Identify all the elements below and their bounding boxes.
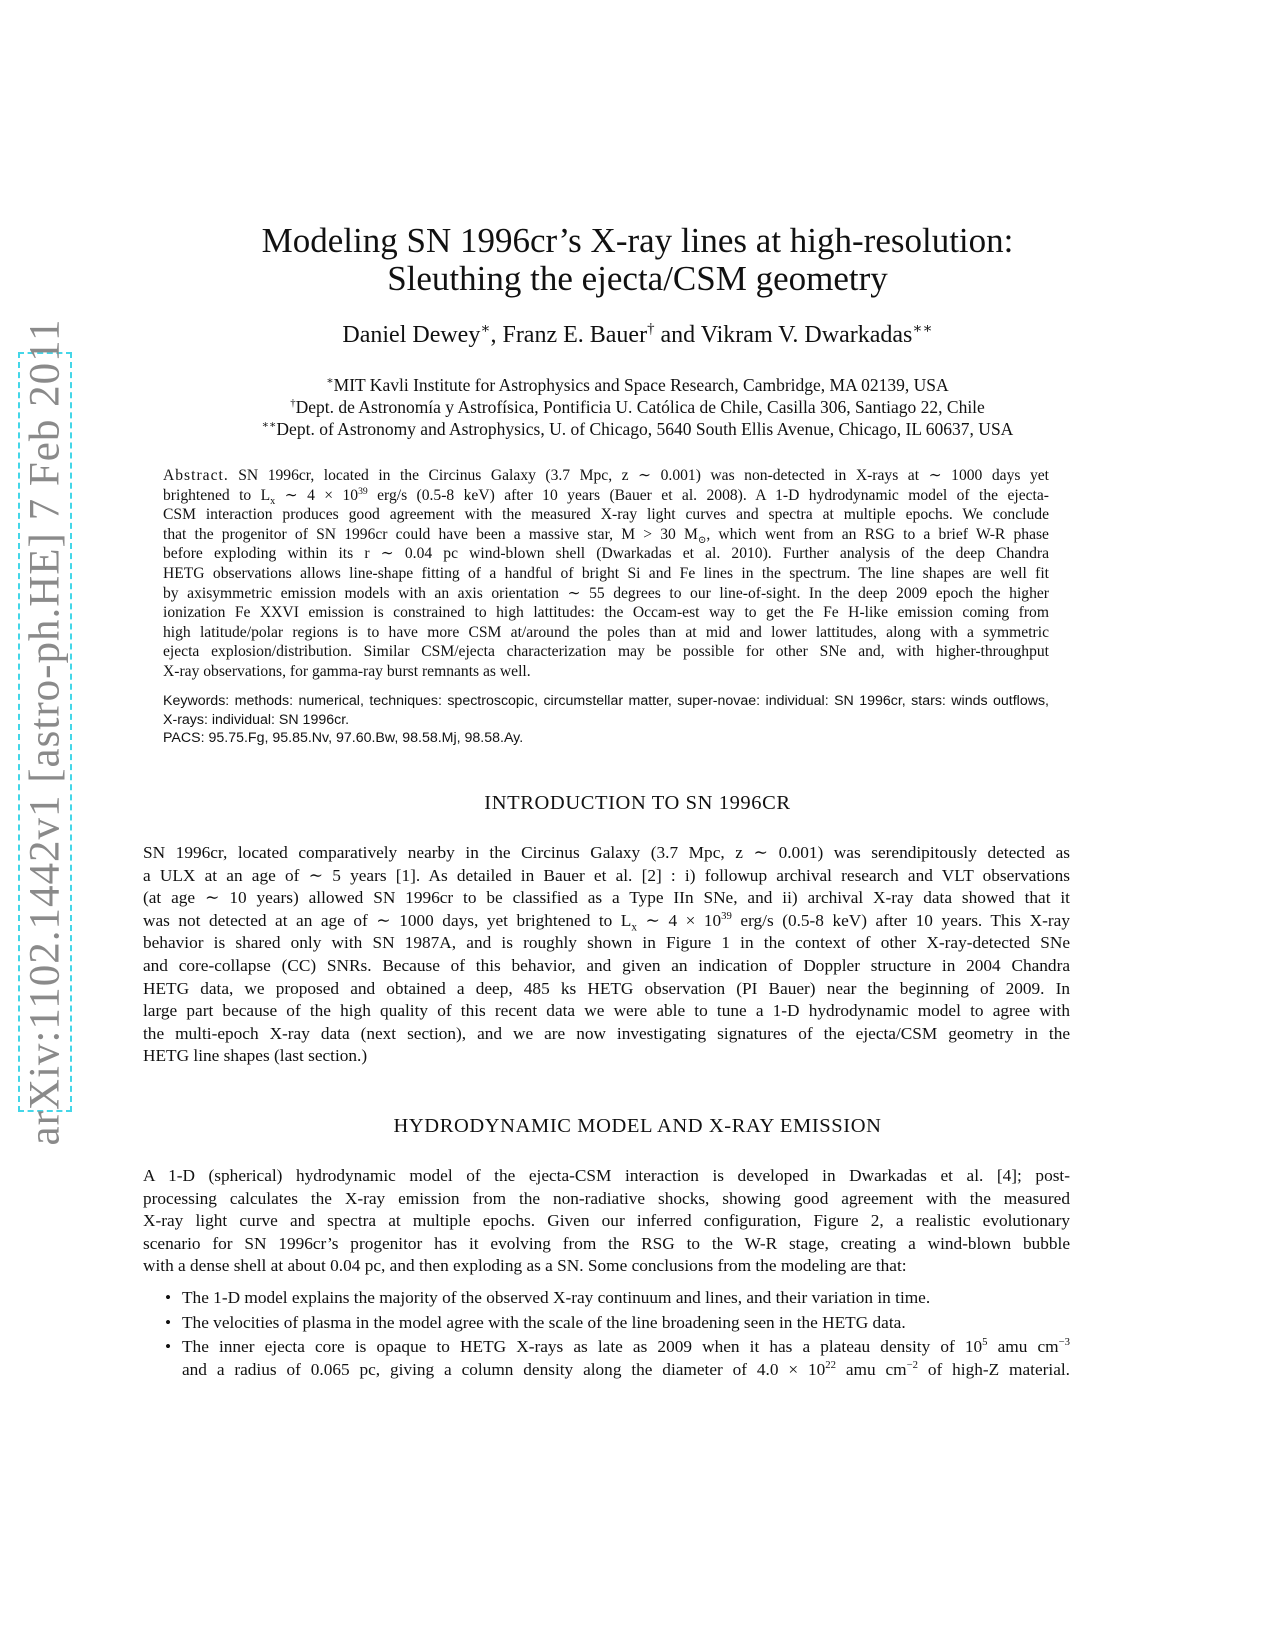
keywords-label: Keywords:: [163, 693, 230, 709]
paragraph-line: processing calculates the X-ray emission from the non-radiative shocks, showing good agreement with the measured: [143, 1188, 1070, 1208]
arxiv-stamp: [18, 318, 72, 1146]
paragraph-line: A 1-D (spherical) hydrodynamic model of the ejecta-CSM interaction is developed in Dwarkadas et al. [4]; post-: [143, 1166, 1070, 1185]
arxiv-identifier: arXiv:1102.1442v1 [astro-ph.HE] 7 Feb 2011: [21, 318, 69, 1146]
pacs-line: PACS: 95.75.Fg, 95.85.Nv, 97.60.Bw, 98.58.Mj, 98.58.Ay.: [163, 730, 524, 746]
abstract-line: brightened to $L_x$ ∼ $4 \times 10^{39}$ erg/s (0.5-8 keV) after 10 years (Bauer et al. 2008). A 1-D hydrodynamic model of the ejecta-: [163, 485, 1049, 507]
abstract-line: that the progenitor of SN 1996cr could have been a massive star, M > 30 $M_⊙$, which went from an RSG to a brief W-R phase: [163, 525, 1049, 546]
section-heading-hydrodynamic-model: HYDRODYNAMIC MODEL AND X-RAY EMISSION: [393, 1115, 882, 1137]
paragraph-line: a ULX at an age of ∼ 5 years [1]. As detailed in Bauer et al. [2] : i) followup archival research and VLT observations: [143, 865, 1070, 885]
author-name: Daniel Dewey: [342, 322, 481, 348]
affiliation-mark: ∗∗: [261, 419, 277, 432]
list-item: • The inner ejecta core is opaque to HETG X-rays as late as 2009 when it has a plateau density of $10^5$ amu $cm^{-3}$ and a radius of 0.065 pc, giving a column density along the diameter of $4.0 \times 10^{22}$ amu $cm^{-2}$ of high-Z material.: [165, 1336, 1070, 1379]
abstract-line: Abstract. SN 1996cr, located in the Circinus Galaxy (3.7 Mpc, z ∼ 0.001) was non-detected in X-rays at ∼ 1000 days yet: [163, 467, 1049, 484]
affiliation-text: Dept. of Astronomy and Astrophysics, U. of Chicago, 5640 South Ellis Avenue, Chicago, IL 60637, USA: [276, 419, 1014, 439]
paragraph-line: was not detected at an age of ∼ 1000 days, yet brightened to $L_x$ ∼ $4 \times 10^{39}$ erg/s (0.5-8 keV) after 10 years. This X-ray: [143, 910, 1070, 934]
keywords-line: X-rays: individual: SN 1996cr.: [163, 711, 350, 728]
keywords-line: Keywords: methods: numerical, techniques: spectroscopic, circumstellar matter, super-novae: individual: SN 1996cr, stars: winds outflows,: [163, 693, 1049, 709]
keywords-block: [163, 692, 1049, 748]
paragraph-line: scenario for SN 1996cr’s progenitor has it evolving from the RSG to the W-R stage, creating a wind-blown bubble: [143, 1233, 1070, 1253]
abstract-line: ionization Fe XXVI emission is constrained to high lattitudes: the Occam-est way to get the Fe H-like emission coming from: [163, 604, 1049, 622]
bullet-icon: •: [165, 1337, 172, 1357]
paragraph-line: and core-collapse (CC) SNRs. Because of this behavior, and given an indication of Doppler structure in 2004 Chandra: [143, 955, 1070, 975]
paragraph-line: HETG line shapes (last section.): [143, 1046, 368, 1066]
paragraph-line: (at age ∼ 10 years) allowed SN 1996cr to be classified as a Type IIn SNe, and ii) archival X-ray data showed that it: [143, 888, 1070, 908]
abstract-line: before exploding within its r ∼ 0.04 pc wind-blown shell (Dwarkadas et al. 2010). Further analysis of the deep Chandra: [163, 545, 1049, 563]
abstract-line: ejecta explosion/distribution. Similar CSM/ejecta characterization may be possible for other SNe and, with higher-throughput: [163, 643, 1049, 661]
author-name: Vikram V. Dwarkadas: [700, 322, 913, 348]
affiliation: [150, 418, 1125, 440]
bullet-icon: •: [165, 1288, 172, 1307]
affiliation: [150, 396, 1125, 418]
list-item: • The velocities of plasma in the model agree with the scale of the line broadening seen in the HETG data.: [165, 1312, 1070, 1335]
abstract-line: HETG observations allows line-shape fitting of a handful of bright Si and Fe lines in the spectrum. The line shapes are well fit: [163, 564, 1049, 582]
conclusion-list: [165, 1287, 1070, 1383]
paragraph-line: with a dense shell at about 0.04 pc, and then exploding as a SN. Some conclusions from the modeling are that:: [143, 1256, 907, 1276]
author-mark: ∗: [480, 321, 491, 337]
paragraph-line: SN 1996cr, located comparatively nearby in the Circinus Galaxy (3.7 Mpc, z ∼ 0.001) was serendipitously detected as: [143, 843, 1070, 862]
paragraph-line: large part because of the high quality of this recent data we were able to tune a 1-D hydrodynamic model to agree with: [143, 1001, 1070, 1021]
title-line-1: Modeling SN 1996cr’s X-ray lines at high-resolution:: [261, 221, 1014, 260]
author-separator: and: [654, 322, 701, 348]
author-name: Franz E. Bauer: [502, 322, 648, 348]
abstract: [163, 466, 1049, 682]
paper-title: [150, 222, 1125, 298]
author-separator: ,: [490, 322, 503, 348]
author-list: [150, 322, 1125, 349]
paragraph-line: HETG data, we proposed and obtained a deep, 485 ks HETG observation (PI Bauer) near the beginning of 2009. In: [143, 978, 1070, 998]
bullet-icon: •: [165, 1312, 172, 1332]
hydrodynamic-paragraph: [143, 1165, 1070, 1278]
list-item: • The 1-D model explains the majority of the observed X-ray continuum and lines, and their variation in time.: [165, 1287, 1070, 1310]
affiliation-text: MIT Kavli Institute for Astrophysics and Space Research, Cambridge, MA 02139, USA: [333, 375, 949, 395]
abstract-label: Abstract.: [163, 467, 229, 484]
paragraph-line: behavior is shared only with SN 1987A, and is roughly shown in Figure 1 in the context of other X-ray-detected SNe: [143, 933, 1070, 953]
author-mark: †: [647, 321, 655, 337]
affiliation-text: Dept. de Astronomía y Astrofísica, Pontificia U. Católica de Chile, Casilla 306, Santiago 22, Chile: [295, 397, 985, 417]
paragraph-line: the multi-epoch X-ray data (next section), and we are now investigating signatures of the ejecta/CSM geometry in the: [143, 1023, 1070, 1043]
affiliation-mark: †: [290, 397, 296, 410]
author-mark: ∗∗: [912, 321, 933, 337]
section-heading-introduction: INTRODUCTION TO SN 1996CR: [484, 792, 791, 814]
abstract-line: CSM interaction produces good agreement with the measured X-ray light curves and spectra at multiple epochs. We conclude: [163, 506, 1049, 524]
affiliations: [150, 374, 1125, 440]
title-line-2: Sleuthing the ejecta/CSM geometry: [387, 259, 888, 298]
abstract-line: high latitude/polar regions is to have more CSM at/around the poles than at mid and lower lattitudes, along with a symmetric: [163, 623, 1049, 641]
affiliation-mark: ∗: [326, 375, 334, 388]
affiliation: [150, 374, 1125, 396]
abstract-line: by axisymmetric emission models with an axis orientation ∼ 55 degrees to our line-of-sight. In the deep 2009 epoch the higher: [163, 584, 1049, 602]
pacs-label: PACS:: [163, 730, 205, 746]
introduction-paragraph: [143, 842, 1070, 1068]
abstract-line: X-ray observations, for gamma-ray burst remnants as well.: [163, 662, 531, 680]
paragraph-line: X-ray light curve and spectra at multiple epochs. Given our inferred configuration, Figure 2, a realistic evolutionary: [143, 1211, 1070, 1231]
